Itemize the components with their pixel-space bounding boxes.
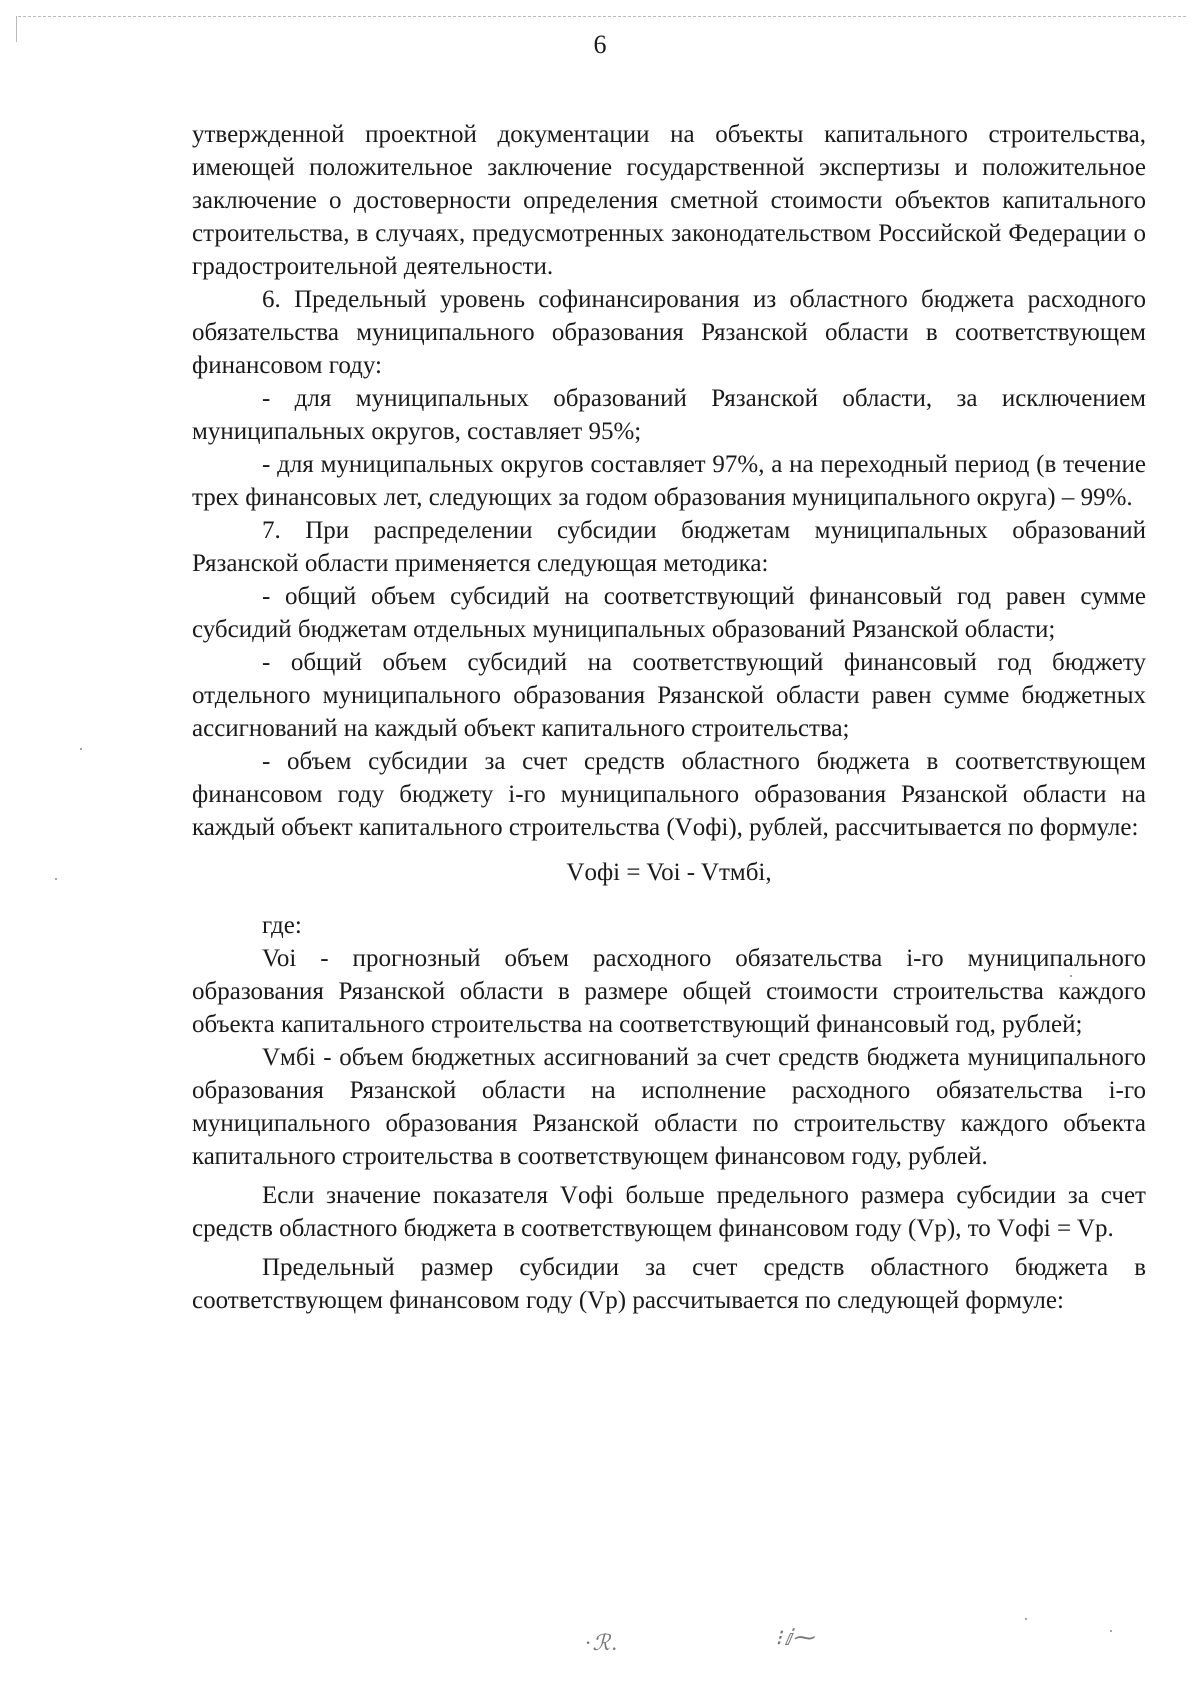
paragraph-limit-formula: Предельный размер субсидии за счет средств областного бюджета в соответствующем финансовом году (Vp) рассчитывается по следующей формуле:	[192, 1254, 1146, 1314]
paragraph-continuation: утвержденной проектной документации на объекты капитального строительства, имеющей положительное заключение государственной экспертизы и положительное заключение о достоверности определения сметной стоимости объектов капитального строительства, в случаях, предусмотренных законодательством Российской Федерации о градостроительной деятельности.	[192, 121, 1146, 280]
where-label: где:	[262, 912, 302, 939]
definition-voi: Voi - прогнозный объем расходного обязательства i-го муниципального образования Рязанской области в размере общей стоимости строительства каждого объекта капитального строительства на соответствующий финансовый год, рублей;	[192, 945, 1146, 1038]
scan-speck	[1110, 1630, 1112, 1632]
paragraph-limit-condition: Если значение показателя Vофi больше предельного размера субсидии за счет средств областного бюджета в соответствующем финансовом году (Vp), то Vофi = Vp.	[192, 1182, 1146, 1242]
bullet-municipal-formations: - для муниципальных образований Рязанской области, за исключением муниципальных округов, составляет 95%;	[192, 385, 1146, 445]
signature-mark-right: ⁝ⅈ⁓	[775, 1625, 818, 1650]
scan-speck	[55, 878, 57, 880]
page-number: 6	[593, 30, 607, 59]
bullet-individual-subsidy: - общий объем субсидий на соответствующий финансовый год бюджету отдельного муниципального образования Рязанской области равен сумме бюджетных ассигнований на каждый объект капитального строительства;	[192, 649, 1146, 742]
definition-vmbi: Vмбi - объем бюджетных ассигнований за счет средств бюджета муниципального образования Рязанской области на исполнение расходного обязательства i-го муниципального образования Рязанской области по строительству каждого объекта капитального строительства в соответствующем финансовом году, рублей.	[192, 1044, 1146, 1170]
document-body	[192, 118, 1146, 1317]
scan-speck	[1025, 1618, 1027, 1620]
paragraph-item-6: 6. Предельный уровень софинансирования из областного бюджета расходного обязательства муниципального образования Рязанской области в соответствующем финансовом году:	[192, 286, 1146, 379]
signature-mark-left: ·ℛ.	[585, 1630, 620, 1655]
scan-speck	[1070, 975, 1072, 977]
bullet-total-subsidy: - общий объем субсидий на соответствующий финансовый год равен сумме субсидий бюджетам отдельных муниципальных образований Рязанской области;	[192, 583, 1146, 643]
scan-speck	[80, 748, 82, 750]
bullet-subsidy-volume: - объем субсидии за счет средств областного бюджета в соответствующем финансовом году бюджету i-го муниципального образования Рязанской области на каждый объект капитального строительства (Vофi), рублей, рассчитывается по формуле:	[192, 748, 1146, 841]
scan-border-top	[18, 16, 1186, 17]
formula-vofi: Vофi = Voi - Vтмбi,	[566, 859, 772, 886]
bullet-municipal-districts: - для муниципальных округов составляет 97%, а на переходный период (в течение трех финансовых лет, следующих за годом образования муниципального округа) – 99%.	[192, 451, 1146, 511]
paragraph-item-7: 7. При распределении субсидии бюджетам муниципальных образований Рязанской области применяется следующая методика:	[192, 517, 1146, 577]
